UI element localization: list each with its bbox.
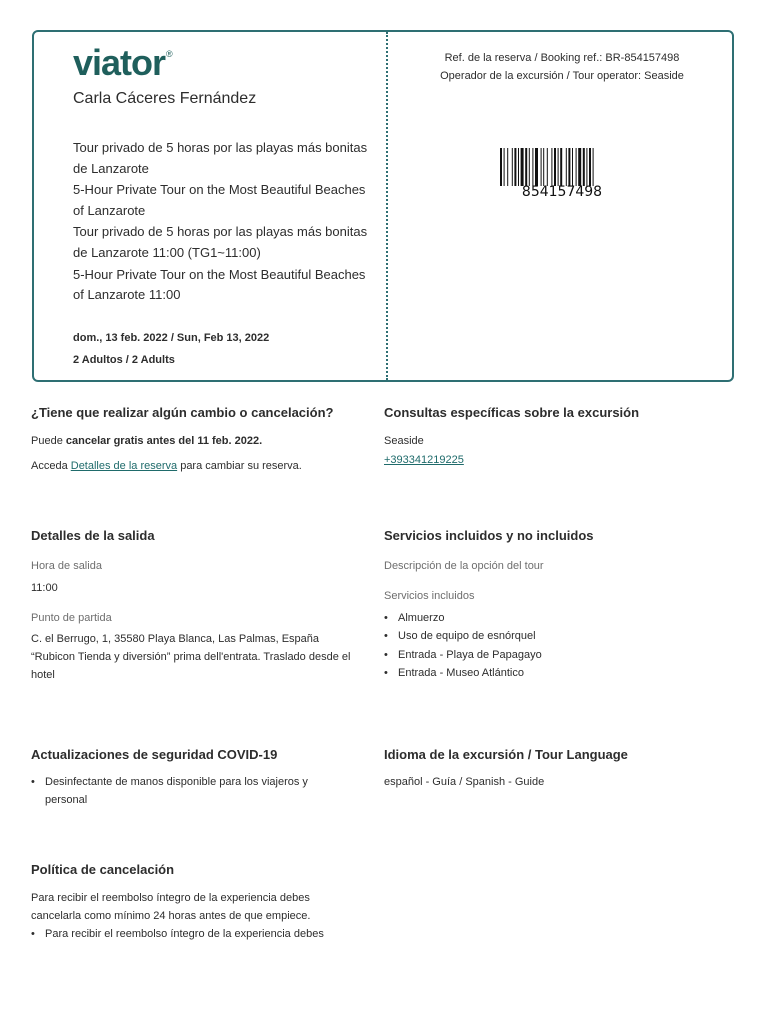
viator-logo: viator®	[73, 42, 172, 83]
ticket-divider	[386, 32, 388, 380]
inquiries-heading: Consultas específicas sobre la excursión	[384, 405, 640, 420]
departure-time-label: Hora de salida	[31, 560, 102, 572]
booking-details-link[interactable]: Detalles de la reserva	[70, 460, 178, 472]
list-item: • Almuerzo	[384, 609, 724, 627]
departure-point-value: C. el Berrugo, 1, 35580 Playa Blanca, Las Palmas, España “Rubicon Tienda y diversión” prima dell'entrata. Traslado desde el hotel	[31, 633, 351, 681]
list-item: • Para recibir el reembolso íntegro de la experiencia debes	[31, 925, 361, 943]
list-item: • Entrada - Museo Atlántico	[384, 664, 724, 682]
tour-title-en: 5-Hour Private Tour on the Most Beautiful Beaches of Lanzarote	[73, 182, 366, 218]
departure-point-label: Punto de partida	[31, 612, 112, 624]
cancellation-list	[31, 925, 361, 943]
tour-operator: Operador de la excursión / Tour operator: Seaside	[440, 70, 684, 82]
tour-titles	[73, 138, 378, 306]
tour-option-es: Tour privado de 5 horas por las playas más bonitas de Lanzarote 11:00 (TG1~11:00)	[73, 224, 368, 260]
operator-name: Seaside	[384, 435, 424, 447]
tour-title-es: Tour privado de 5 horas por las playas más bonitas de Lanzarote	[73, 140, 368, 176]
included-services-label: Servicios incluidos	[384, 590, 475, 602]
cancellation-heading: Política de cancelación	[31, 862, 175, 877]
language-value: español - Guía / Spanish - Guide	[384, 776, 545, 788]
list-item: • Entrada - Playa de Papagayo	[384, 646, 724, 664]
tour-date: dom., 13 feb. 2022 / Sun, Feb 13, 2022	[73, 332, 270, 344]
covid-heading: Actualizaciones de seguridad COVID-19	[31, 747, 278, 762]
registered-mark: ®	[166, 49, 172, 59]
included-services-list	[384, 609, 724, 682]
list-item: • Desinfectante de manos disponible para los viajeros y personal	[31, 773, 331, 810]
guest-name: Carla Cáceres Fernández	[73, 90, 257, 107]
cancellation-text: Para recibir el reembolso íntegro de la experiencia debes cancelarla como mínimo 24 horas antes de que empiece.	[31, 892, 311, 922]
tour-option-en: 5-Hour Private Tour on the Most Beautiful Beaches of Lanzarote 11:00	[73, 266, 366, 303]
list-item: • Uso de equipo de esnórquel	[384, 627, 724, 645]
departure-time-value: 11:00	[31, 582, 58, 594]
services-heading: Servicios incluidos y no incluidos	[384, 528, 594, 543]
operator-phone-link[interactable]: +393341219225	[384, 454, 464, 466]
language-heading: Idioma de la excursión / Tour Language	[384, 747, 628, 762]
booking-ref: Ref. de la reserva / Booking ref.: BR-854157498	[444, 52, 680, 64]
travelers-count: 2 Adultos / 2 Adults	[73, 354, 175, 366]
barcode-number: 854157498	[521, 184, 603, 200]
barcode-icon	[500, 148, 624, 186]
tour-option-label: Descripción de la opción del tour	[384, 560, 544, 572]
manage-booking-note: Acceda Detalles de la reserva para cambiar su reserva.	[31, 460, 302, 472]
ticket-card	[32, 30, 734, 382]
departure-heading: Detalles de la salida	[31, 528, 155, 543]
changes-heading: ¿Tiene que realizar algún cambio o cancelación?	[31, 405, 334, 420]
free-cancellation-note: Puede cancelar gratis antes del 11 feb. 2022.	[31, 435, 263, 447]
covid-list	[31, 773, 331, 810]
